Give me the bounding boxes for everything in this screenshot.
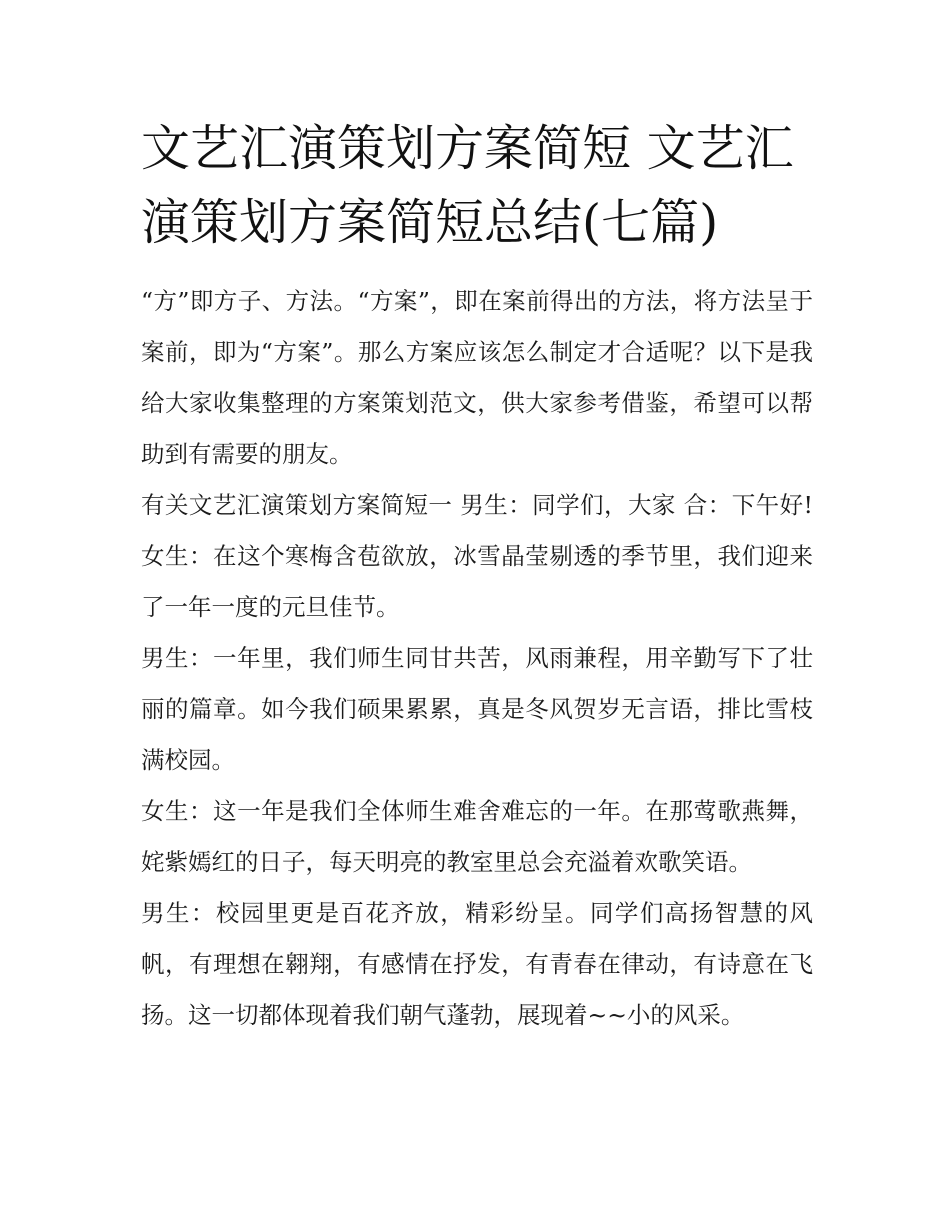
document-content (141, 112, 813, 1041)
paragraph-male-2: 男生：校园里更是百花齐放，精彩纷呈。同学们高扬智慧的风帆，有理想在翱翔，有感情在抒发，有青春在律动，有诗意在飞扬。这一切都体现着我们朝气蓬勃，展现着~~小的风采。 (141, 899, 813, 1029)
paragraph-opening: 有关文艺汇演策划方案简短一 男生：同学们，大家 合：下午好! 女生：在这个寒梅含苞欲放，冰雪晶莹剔透的季节里，我们迎来了一年一度的元旦佳节。 (141, 491, 813, 621)
paragraph-intro: “方”即方子、方法。“方案”，即在案前得出的方法，将方法呈于案前，即为“方案”。那么方案应该怎么制定才合适呢？以下是我给大家收集整理的方案策划范文，供大家参考借鉴，希望可以帮助到有需要的朋友。 (141, 287, 813, 468)
document-title: 文艺汇演策划方案简短 文艺汇演策划方案简短总结(七篇) (141, 120, 794, 251)
paragraph-female-1: 女生：这一年是我们全体师生难舍难忘的一年。在那莺歌燕舞，姹紫嫣红的日子，每天明亮的教室里总会充溢着欢歌笑语。 (141, 797, 813, 876)
document-body (141, 276, 813, 1041)
paragraph-male-1: 男生：一年里，我们师生同甘共苦，风雨兼程，用辛勤写下了壮丽的篇章。如今我们硕果累累，真是冬风贺岁无言语，排比雪枝满校园。 (141, 644, 813, 774)
